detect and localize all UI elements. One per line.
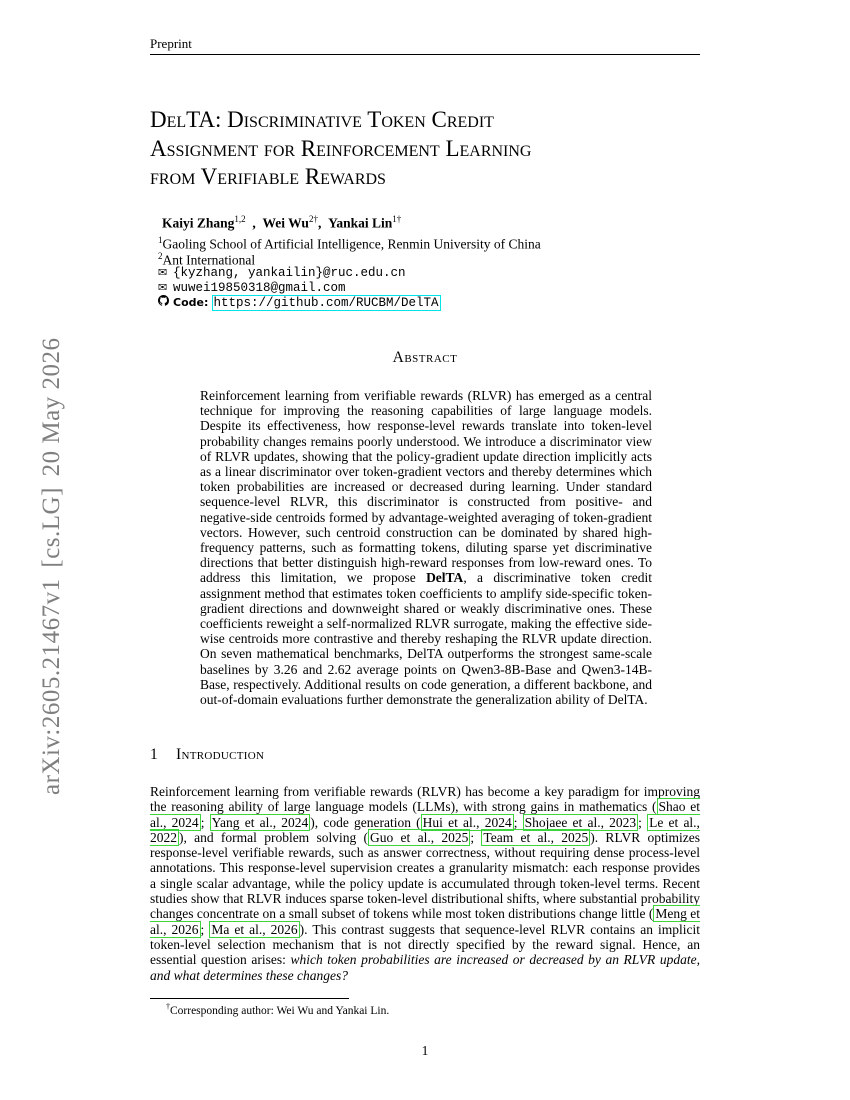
affiliation-text: Gaoling School of Artificial Intelligence, Renmin University of China (162, 236, 541, 252)
section-title: Introduction (176, 746, 265, 763)
paper-title (150, 106, 710, 192)
abstract-text: Reinforcement learning from verifiable rewards (RLVR) has emerged as a central technique for improving the reasoning capabilities of large language models. Despite its effectiveness, how response-level rewards translate into token-level probability changes remains poorly understood. We introduce a discriminator view of RLVR updates, showing that the policy-gradient update direction implicitly acts as a linear discriminator over token-gradient vectors and thereby determines which token probabilities are increased or decreased during learning. Under standard sequence-level RLVR, this discriminator is constructed from positive- and negative-side centroids formed by advantage-weighted averaging of token-gradient vectors. However, such centroid construction can be dominated by shared high-frequency patterns, such as formatting tokens, diluting sparse yet discriminative directions that better distinguish high-reward responses from low-reward ones. To address this limitation, we propose (200, 388, 652, 586)
citation-link[interactable]: Guo et al., 2025 (370, 829, 469, 845)
affiliation-text: Ant International (162, 252, 256, 268)
author-name: Kaiyi Zhang (162, 215, 235, 231)
body-text: ), and formal problem solving ( (179, 829, 369, 845)
author-name: Yankai Lin (328, 215, 393, 231)
author-affil-mark: 1† (392, 214, 402, 224)
header-label: Preprint (150, 36, 192, 51)
arxiv-stamp (38, 335, 66, 797)
citation-link[interactable]: Ma et al., 2026 (211, 921, 298, 937)
footnote (166, 1002, 389, 1017)
title-line-1: DelTA: Discriminative Token Credit (150, 107, 494, 132)
body-text: ). RLVR optimizes response-level verifiable rewards, such as answer correctness, without requiring dense process-level annotations. This response-level supervision creates a granularity mismatch: each response provides a single scalar advantage, while the policy update is accumulated through token-level terms. Recent studies show that RLVR induces sparse token-level distributional shifts, where substantial probability changes concentrate on a small subset of tokens while most token distributions change little ( (150, 829, 700, 922)
title-line-2: Assignment for Reinforcement Learning (150, 135, 532, 161)
section-heading (150, 746, 264, 764)
affiliation-mark: 2 (158, 251, 163, 261)
body-text: ), code generation ( (310, 814, 421, 830)
page-number: 1 (421, 1043, 429, 1058)
abstract-body (200, 388, 652, 707)
citation-link[interactable]: Hui et al., 2024 (422, 814, 512, 830)
author-affil-mark: 1,2 (234, 214, 246, 224)
footnote-rule (150, 998, 349, 999)
envelope-icon: ✉ (158, 266, 168, 279)
github-icon (158, 295, 171, 311)
citation-link[interactable]: Yang et al., 2024 (211, 814, 309, 830)
author-list: Kaiyi Zhang$^{1,2}$ , Wei $Wu^{2\dagger}$, Yankai Lin$^{1\dagger}$ (162, 214, 402, 231)
abstract-heading: Abstract (392, 349, 458, 366)
author-name: Wei Wu (262, 215, 309, 231)
introduction-paragraph: Reinforcement learning from verifiable rewards (RLVR) has become a key paradigm for improving the reasoning ability of large language models (LLMs), with strong gains in mathematics ( Shao et al., 2024 ; Yang et al., 2024 ), code generation ( Hui et al., 2024 ; Shojaee et al., 2023 ; Le et al., 2022 ), and formal problem solving ( Guo et al., 2025 ; Team et al., 2025 ). RLVR optimizes response-level verifiable rewards, such as answer correctness, without requiring dense process-level annotations. This response-level supervision creates a granularity mismatch: each response provides a single scalar advantage, while the policy update is accumulated through token-level terms. Recent studies show that RLVR induces sparse token-level distributional shifts, where substantial probability changes concentrate on a small subset of tokens while most token distributions change little ( Meng et al., 2026 ; Ma et al., 2026 ). This contrast suggests that sequence-level RLVR contains an implicit token-level selection mechanism that is not directly specified by the reward signal. Hence, an essential question arises: which token probabilities are increased or decreased by an RLVR update, and what determines these changes? (150, 784, 700, 983)
title-line-3: from Verifiable Rewards (150, 164, 386, 189)
citation-link[interactable]: Le et al., 2022 (150, 814, 700, 845)
footnote-text: Corresponding author: Wei Wu and Yankai Lin. (170, 1004, 390, 1017)
email-address[interactable]: wuwei19850318@gmail.com (173, 281, 346, 295)
code-label: Code: (173, 296, 209, 309)
arxiv-id: arXiv:2605.21467v1 (38, 578, 65, 795)
body-text: ). This contrast suggests that sequence-level RLVR contains an implicit token-level selection mechanism that is not directly specified by the reward signal. Hence, an essential question arises: (150, 921, 700, 968)
running-header (150, 36, 700, 55)
arxiv-category: [cs.LG] (38, 487, 65, 568)
envelope-icon: ✉ (158, 281, 168, 294)
affiliation-mark: 1 (158, 235, 163, 245)
code-line (158, 294, 441, 311)
abstract-text: , a discriminative token credit assignment method that estimates token coefficients to amplify side-specific token-gradient directions and downweight shared or weakly discriminative ones. These coefficients reweight a self-normalized RLVR surrogate, making the effective side-wise centroids more contrastive and thereby reshaping the RLVR update direction. On seven mathematical benchmarks, DelTA outperforms the strongest same-scale baselines by 3.26 and 2.62 average points on Qwen3-8B-Base and Qwen3-14B-Base, respectively. Additional results on code generation, a different backbone, and out-of-domain evaluations further demonstrate the generalization ability of DelTA. (200, 570, 652, 708)
key-question: which token probabilities are increased or decreased by an RLVR update, and what determines these changes? (150, 952, 700, 983)
code-repo-link[interactable]: https://github.com/RUCBM/DelTA (213, 296, 439, 310)
body-text: Reinforcement learning from verifiable rewards (RLVR) has become a key paradigm for improving the reasoning ability of large language models (LLMs), with strong gains in mathematics ( (150, 784, 700, 815)
email-address[interactable]: {kyzhang, yankailin}@ruc.edu.cn (173, 266, 406, 280)
citation-link[interactable]: Meng et al., 2026 (150, 906, 700, 937)
citation-link[interactable]: Shao et al., 2024 (150, 799, 700, 830)
section-number: 1 (150, 746, 158, 763)
arxiv-date: 20 May 2026 (38, 337, 65, 477)
author-affil-mark: 2† (308, 214, 318, 224)
method-name: DelTA (426, 570, 464, 586)
citation-link[interactable]: Team et al., 2025 (483, 829, 589, 845)
citation-link[interactable]: Shojaee et al., 2023 (524, 814, 637, 830)
footnote-mark: † (166, 1002, 170, 1011)
